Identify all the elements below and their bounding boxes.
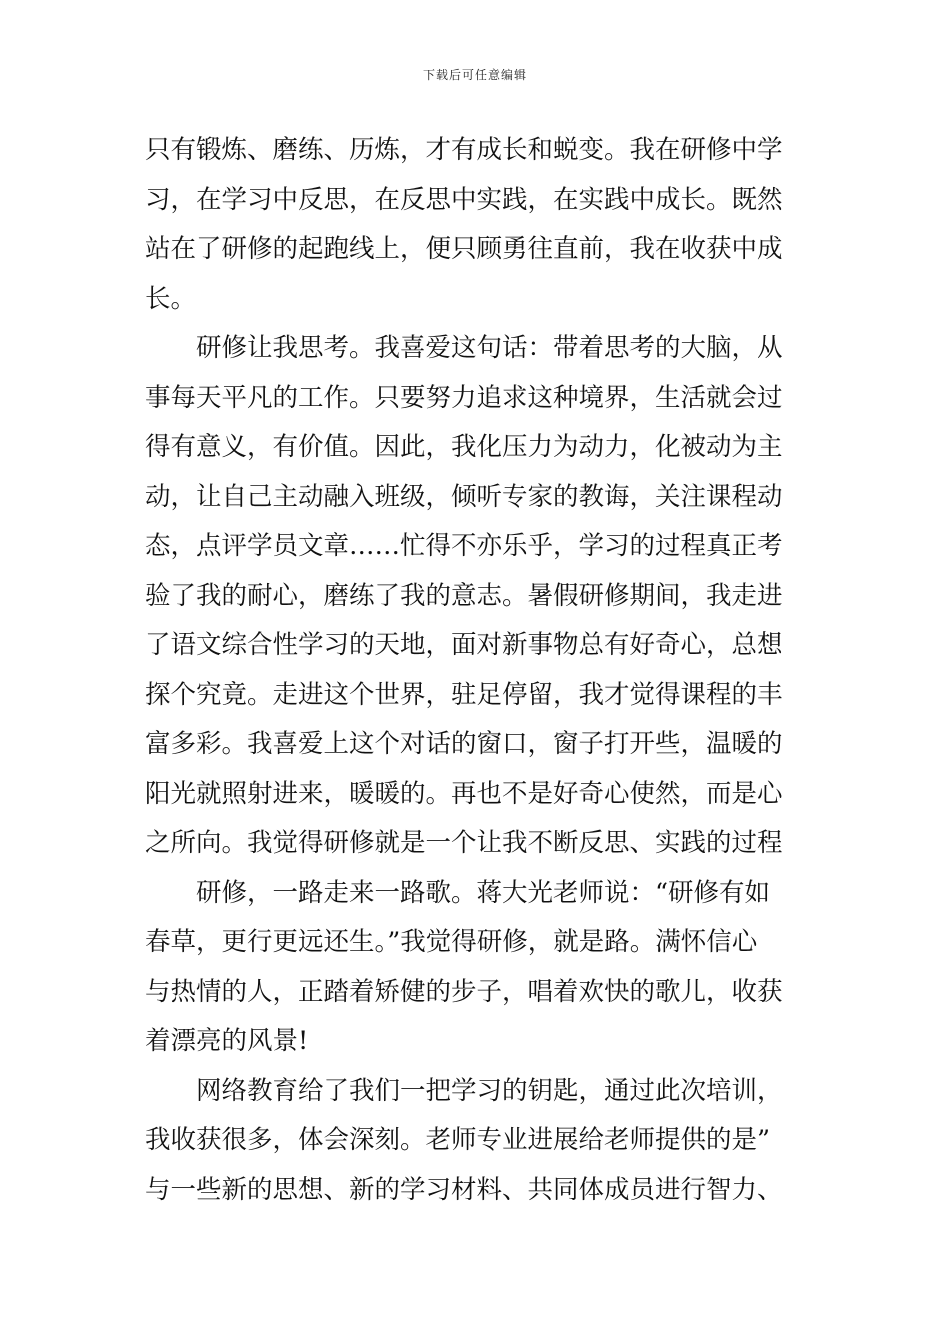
text-line: 与一些新的思想、新的学习材料、共同体成员进行智力、: [145, 1174, 783, 1205]
text-line: 我收获很多，体会深刻。老师专业进展给老师提供的是”: [145, 1125, 771, 1155]
paragraph-start-line: 研修让我思考。我喜爱这句话：带着思考的大脑，从: [196, 333, 783, 363]
text-line: 验了我的耐心，磨练了我的意志。暑假研修期间，我走进: [145, 580, 783, 611]
paragraph-start-line: 研修，一路走来一路歌。蒋大光老师说：“研修有如: [196, 877, 771, 908]
text-line: 站在了研修的起跑线上，便只顾勇往直前，我在收获中成: [145, 234, 783, 264]
paragraph-start-line: 网络教育给了我们一把学习的钥匙，通过此次培训，: [196, 1075, 783, 1106]
text-line: 着漂亮的风景!: [145, 1026, 309, 1056]
text-line: 富多彩。我喜爱上这个对话的窗口，窗子打开些，温暖的: [145, 729, 783, 759]
text-line: 事每天平凡的工作。只要努力追求这种境界，生活就会过: [145, 382, 783, 413]
text-line: 阳光就照射进来，暖暖的。再也不是好奇心使然，而是心: [145, 778, 783, 809]
text-line: 与热情的人，正踏着矫健的步子，唱着欢快的歌儿，收获: [145, 976, 783, 1007]
text-line: 只有锻炼、磨练、历炼，才有成长和蜕变。我在研修中学: [145, 135, 783, 165]
page-header: 下载后可任意编辑: [422, 68, 527, 82]
text-line: 动，让自己主动融入班级，倾听专家的教诲，关注课程动: [145, 481, 783, 512]
text-line: 探个究竟。走进这个世界，驻足停留，我才觉得课程的丰: [145, 679, 783, 710]
text-line: 了语文综合性学习的天地，面对新事物总有好奇心，总想: [145, 630, 783, 660]
text-line: 之所向。我觉得研修就是一个让我不断反思、实践的过程: [145, 828, 783, 858]
text-line: 得有意义，有价值。因此，我化压力为动力，化被动为主: [145, 432, 783, 462]
text-line: 态，点评学员文章……忙得不亦乐乎，学习的过程真正考: [145, 531, 783, 561]
text-line: 长。: [145, 283, 197, 314]
text-line: 习，在学习中反思，在反思中实践，在实践中成长。既然: [145, 184, 783, 215]
document-body: [145, 126, 815, 1215]
text-line: 春草，更行更远还生。”我觉得研修，就是路。满怀信心: [145, 927, 758, 957]
